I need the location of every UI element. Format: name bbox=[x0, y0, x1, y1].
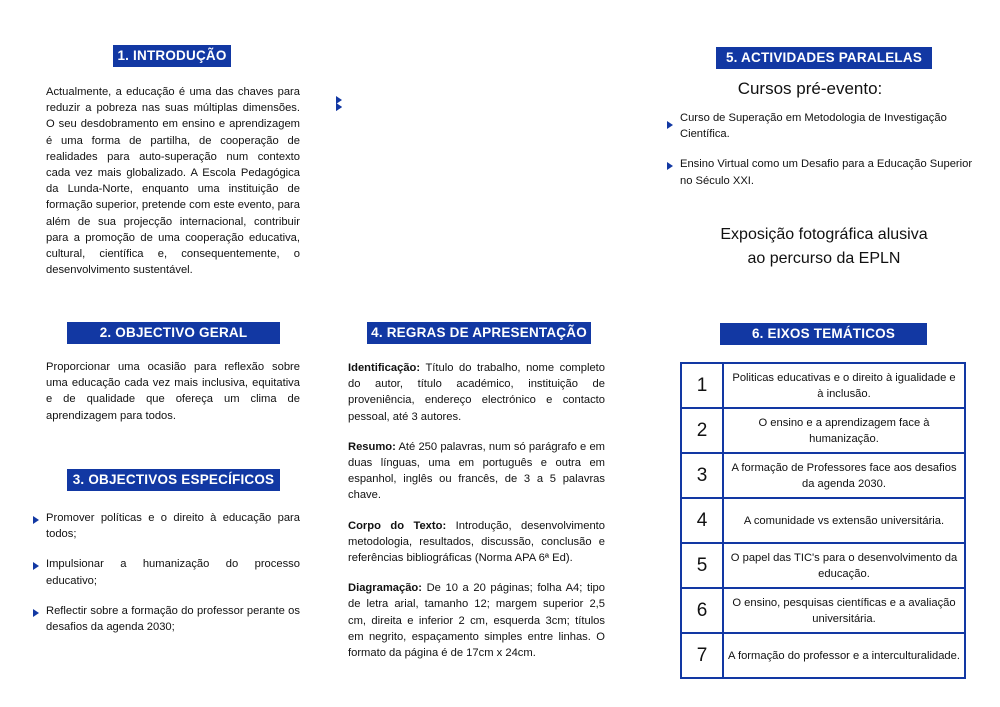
list-item: Promover políticas e o direito à educação para todos; bbox=[46, 510, 300, 542]
arrow-bullet-icon bbox=[667, 121, 673, 129]
heading-regras: 4. REGRAS DE APRESENTAÇÃO bbox=[367, 322, 591, 344]
objectivos-especificos-list bbox=[46, 510, 300, 635]
rule-diagramacao: Diagramação: De 10 a 20 páginas; folha A4; tipo de letra arial, tamanho 12; margem superior 2,5 cm, direita e inferior 2 cm, esquerda 3cm; títulos em negrito, espaçamento simples entre linhas. O formato da página é de 17cm x 24cm. bbox=[348, 582, 605, 660]
exposicao-text: Exposição fotográfica alusiva ao percurso da EPLN bbox=[720, 226, 928, 267]
table-row: 3 A formação de Professores face aos desafios da agenda 2030. bbox=[681, 453, 965, 498]
list-item: Ensino Virtual como um Desafio para a Educação Superior no Século XXI. bbox=[680, 156, 980, 188]
regras-list bbox=[348, 360, 605, 675]
heading-actividades: 5. ACTIVIDADES PARALELAS bbox=[716, 47, 932, 69]
heading-eixos: 6. EIXOS TEMÁTICOS bbox=[720, 323, 927, 345]
objectivo-geral-text: Proporcionar uma ocasião para reflexão sobre uma educação cada vez mais inclusiva, equitativa e de qualidade que ofereça um clima de aprendizagem para todos. bbox=[46, 361, 300, 422]
table-row: 7 A formação do professor e a interculturalidade. bbox=[681, 633, 965, 678]
rule-identificacao: Identificação: Título do trabalho, nome completo do autor, título académico, instituição de proveniência, endereço electrónico e contacto pessoal, até 3 autores. bbox=[348, 362, 605, 423]
arrow-bullet-icon bbox=[33, 562, 39, 570]
eixos-table bbox=[680, 362, 966, 679]
list-item: Impulsionar a humanização do processo educativo; bbox=[46, 556, 300, 588]
arrow-bullet-icon bbox=[33, 609, 39, 617]
objectivos-especificos-continued bbox=[349, 82, 604, 97]
cursos-list bbox=[680, 110, 980, 189]
table-row: 1 Politicas educativas e o direito à igualidade e à inclusão. bbox=[681, 363, 965, 408]
arrow-bullet-icon bbox=[336, 103, 342, 111]
rule-resumo: Resumo: Até 250 palavras, num só parágrafo e em duas línguas, uma em português e outra em espanhol, inglês ou francês, de 3 a 5 palavras chave. bbox=[348, 440, 605, 502]
list-item: Curso de Superação em Metodologia de Investigação Científica. bbox=[680, 110, 980, 142]
table-row: 4 A comunidade vs extensão universitária. bbox=[681, 498, 965, 543]
rule-corpo: Corpo do Texto: Introdução, desenvolvimento metodologia, resultados, discussão, conclusão e referências bibliográficas (Norma APA 6ª Ed). bbox=[348, 519, 605, 565]
table-row: 5 O papel das TIC's para o desenvolvimento da educação. bbox=[681, 543, 965, 588]
table-row: 6 O ensino, pesquisas científicas e a avaliação universitária. bbox=[681, 588, 965, 633]
cursos-subtitle: Cursos pré-evento: bbox=[737, 79, 883, 98]
heading-introducao: 1. INTRODUÇÃO bbox=[113, 45, 231, 67]
arrow-bullet-icon bbox=[33, 516, 39, 524]
list-item: Reflectir sobre a formação do professor perante os desafios da agenda 2030; bbox=[46, 603, 300, 635]
heading-objectivos-especificos: 3. OBJECTIVOS ESPECÍFICOS bbox=[67, 469, 280, 491]
introducao-text: Actualmente, a educação é uma das chaves para reduzir a pobreza nas suas múltiplas dimensões. O seu desdobramento em ensino e aprendizagem é uma forma de partilha, de cooperação de realidades para auto-superação num contexto cada vez mais globalizado. A Escola Pedagógica da Lunda-Norte, enquanto uma instituição de formação superior, pretende com este evento, para além de sua projecção internacional, contribuir para a promoção de uma cooperação educativa, cultural, científica e, consequentemente, o desenvolvimento sustentável. bbox=[46, 86, 300, 277]
table-row: 2 O ensino e a aprendizagem face à humanização. bbox=[681, 408, 965, 453]
heading-objectivo-geral: 2. OBJECTIVO GERAL bbox=[67, 322, 280, 344]
arrow-bullet-icon bbox=[667, 162, 673, 170]
